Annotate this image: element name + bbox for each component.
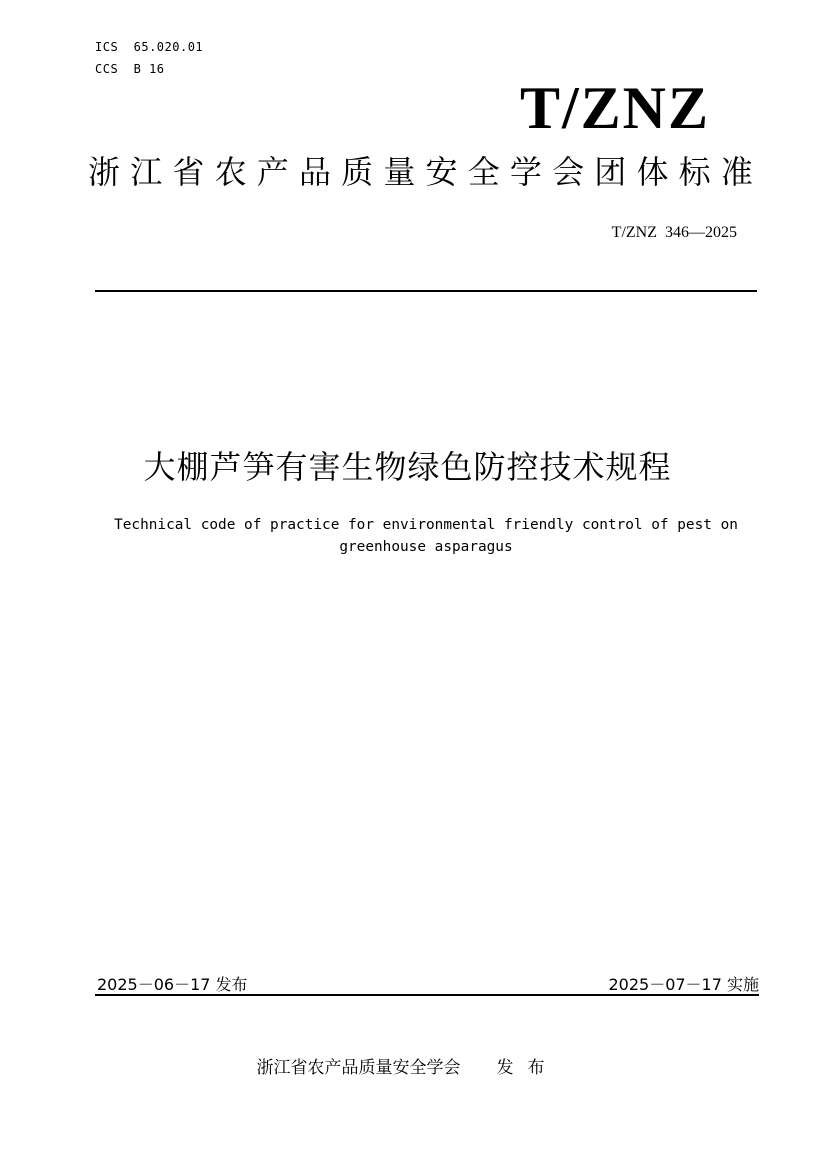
org-title-char: 体: [636, 153, 669, 191]
header-divider: [95, 290, 757, 292]
standard-number: T/ZNZ 346—2025: [611, 224, 737, 241]
ccs-code: CCS B 16: [95, 62, 165, 76]
footer-divider: [95, 994, 759, 996]
implement-date: 2025－07－17 实施: [608, 975, 759, 994]
org-title-char: 安: [425, 153, 458, 191]
org-title-char: 品: [298, 153, 331, 191]
org-title-char: 农: [214, 153, 247, 191]
publish-date: 2025－06－17 发布: [97, 975, 248, 994]
org-title-char: 江: [130, 153, 163, 191]
org-title-char: 产: [256, 153, 289, 191]
org-title-char: 准: [720, 153, 753, 191]
org-title-char: 全: [467, 153, 500, 191]
org-title-char: 会: [552, 153, 585, 191]
issuer-name: 浙江省农产品质量安全学会: [256, 1058, 461, 1078]
ics-code: ICS 65.020.01: [95, 40, 204, 54]
org-title-char: 量: [383, 153, 416, 191]
issuer-action: 发布: [496, 1058, 559, 1078]
org-title-char: 标: [678, 153, 711, 191]
standard-code-mark: T/ZNZ: [519, 75, 710, 141]
issuer-line: [0, 1053, 815, 1078]
org-title-char: 浙: [88, 153, 121, 191]
document-title-en: Technical code of practice for environmental friendly control of pest on greenhouse asparagus: [114, 517, 738, 555]
document-title-cn: 大棚芦笋有害生物绿色防控技术规程: [143, 448, 672, 486]
org-title-char: 省: [172, 153, 205, 191]
organization-standard-title: [88, 153, 753, 191]
org-title-char: 团: [594, 153, 627, 191]
org-title-char: 学: [509, 153, 542, 191]
org-title-char: 质: [341, 153, 374, 191]
